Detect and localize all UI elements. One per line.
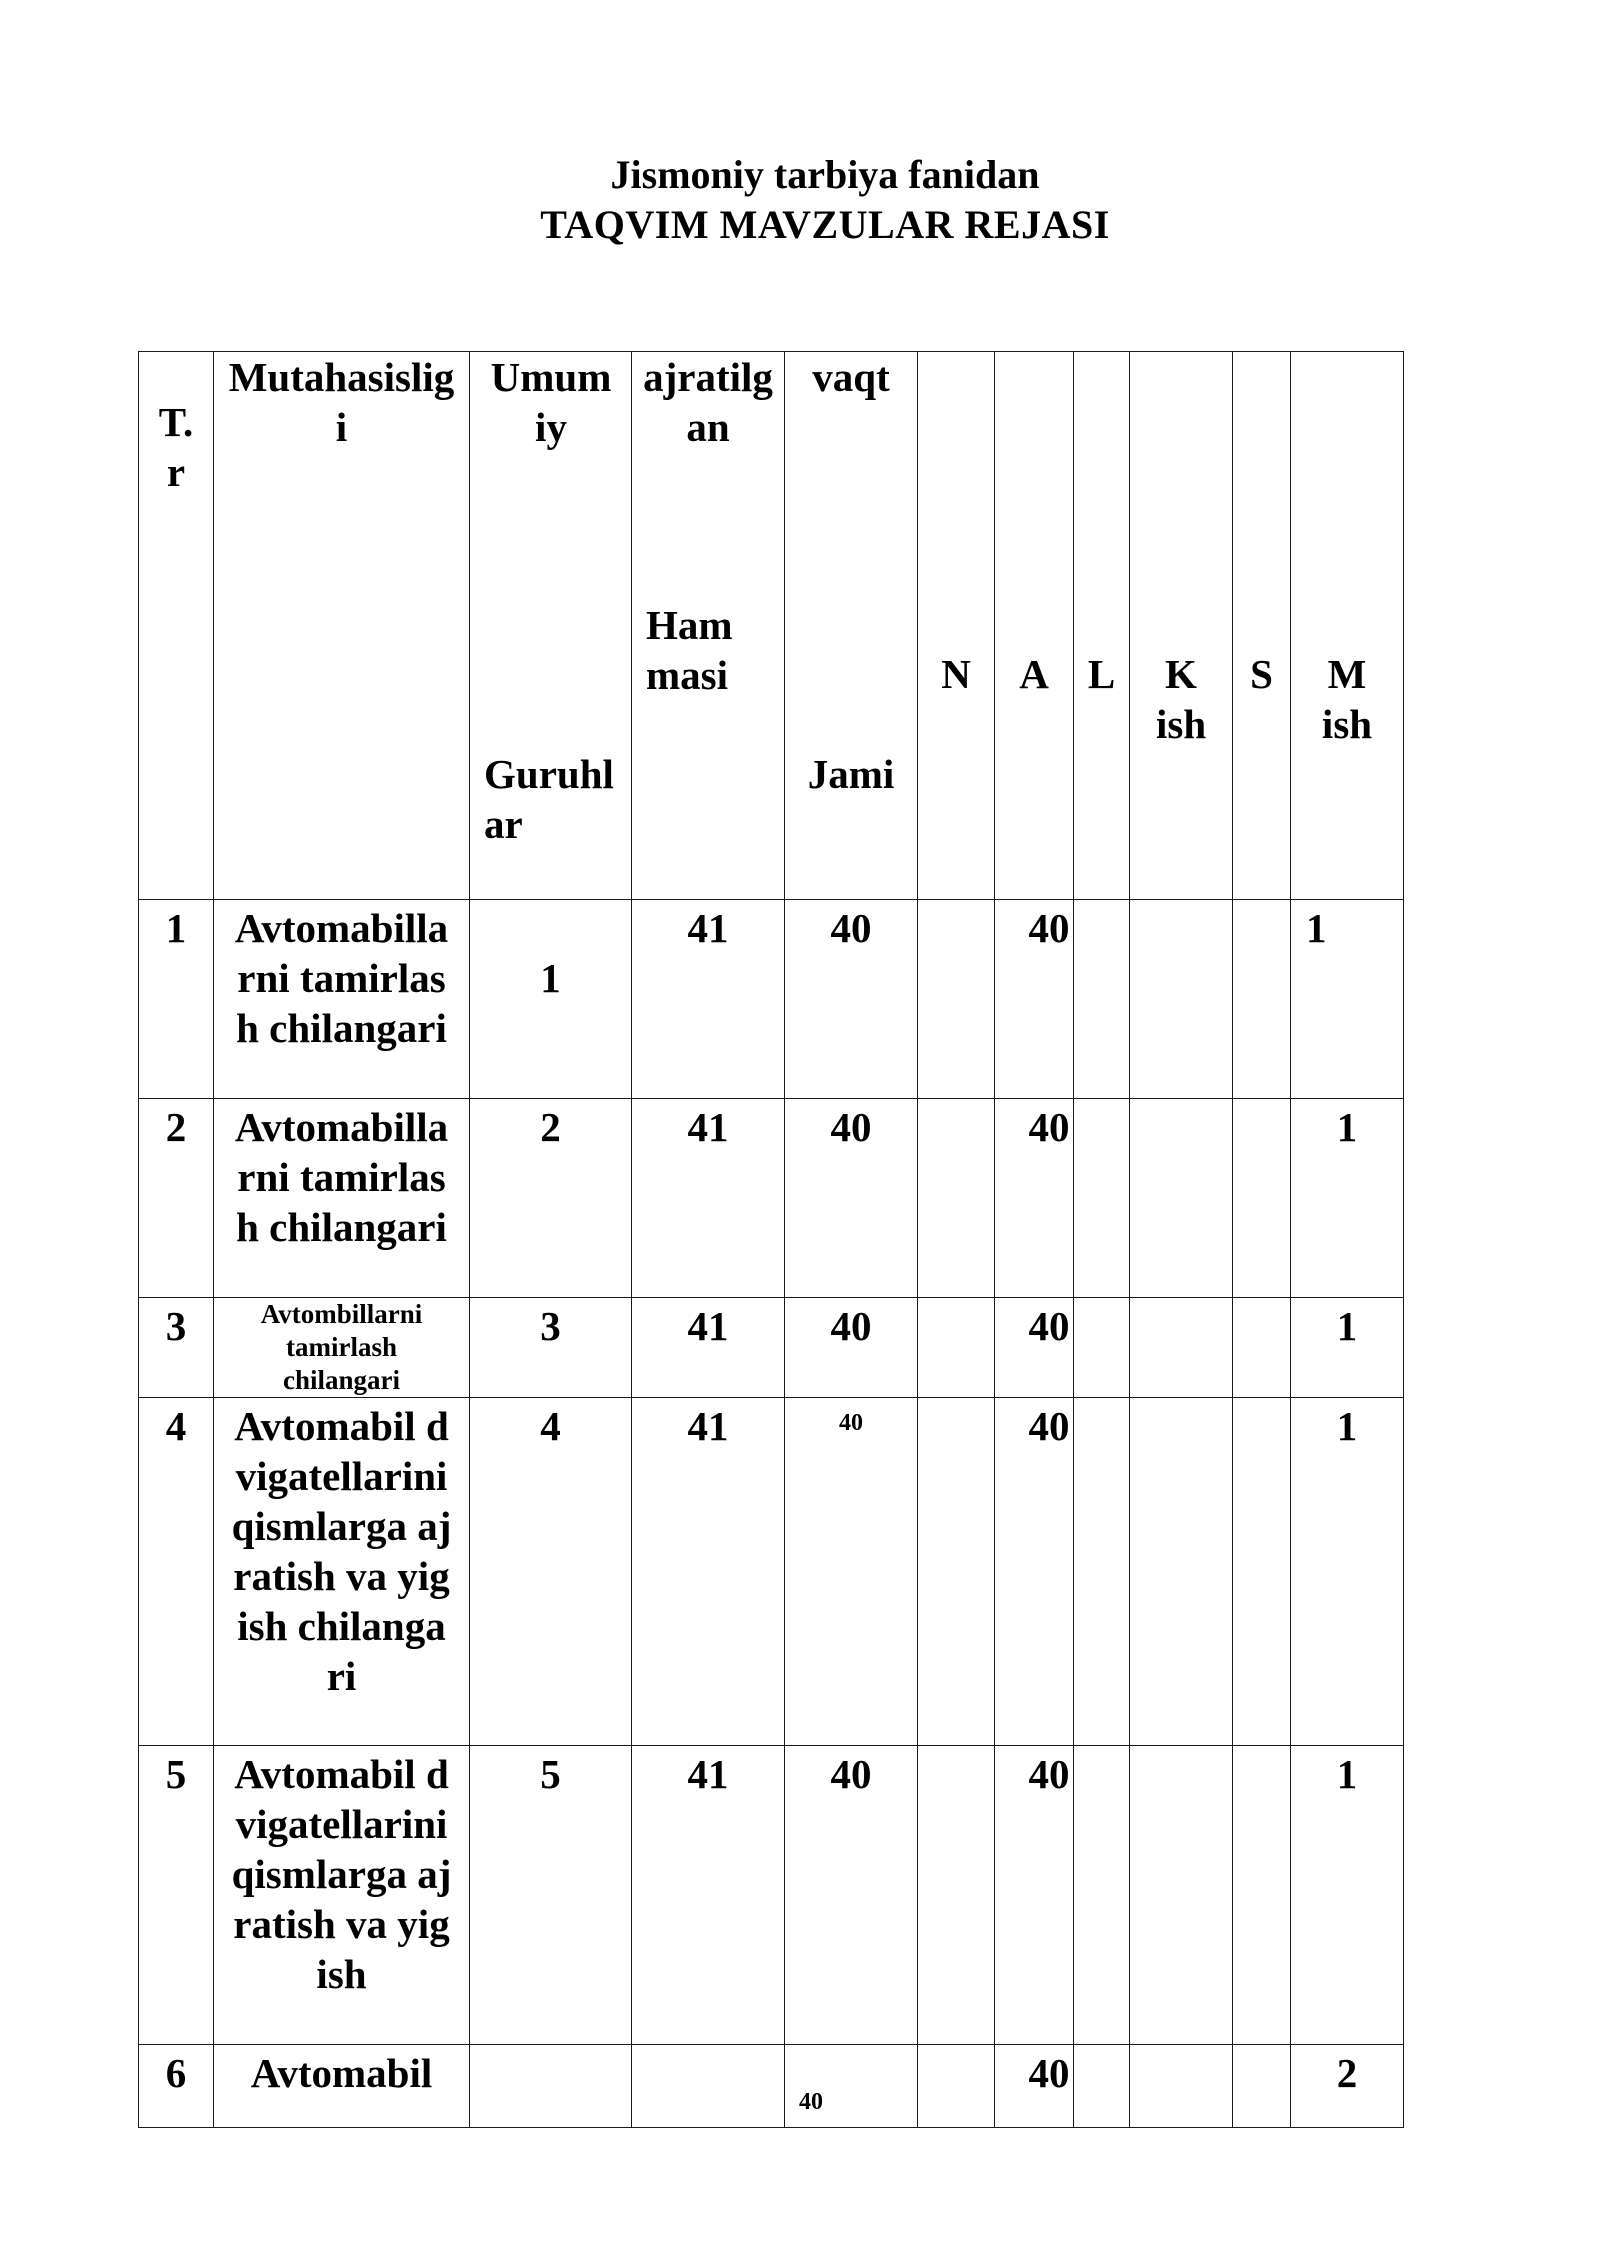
- cell-m: 1: [1291, 1398, 1404, 1746]
- header-ajratilgan-top: ajratilgan: [643, 354, 773, 450]
- cell-specialty: Avtomabil dvigatellarini qismlarga ajratish va yigish: [214, 1746, 470, 2045]
- header-m-ish: M ish: [1291, 352, 1404, 900]
- cell-k: [1130, 1398, 1233, 1746]
- cell-k: [1130, 2045, 1233, 2128]
- header-vaqt-top: vaqt: [812, 354, 890, 400]
- header-ajratilgan: [632, 352, 785, 900]
- cell-specialty: Avtombillarni tamirlash chilangari: [214, 1298, 470, 1398]
- cell-l: [1074, 1398, 1130, 1746]
- table-row: [139, 1298, 1404, 1398]
- cell-m: 1: [1291, 1746, 1404, 2045]
- cell-s: [1233, 2045, 1291, 2128]
- document-subtitle: Jismoniy tarbiya fanidan: [610, 152, 1040, 197]
- cell-num: 3: [139, 1298, 214, 1398]
- cell-k: [1130, 900, 1233, 1099]
- header-n: N: [918, 352, 995, 900]
- table-row: [139, 1398, 1404, 1746]
- table-row: [139, 1746, 1404, 2045]
- cell-guruh: 1: [470, 900, 632, 1099]
- calendar-plan-table: [138, 351, 1404, 2128]
- header-a: A: [995, 352, 1074, 900]
- cell-jami: 40: [785, 1099, 918, 1298]
- cell-a: 40: [995, 1298, 1074, 1398]
- document-title: TAQVIM MAVZULAR REJASI: [540, 202, 1110, 247]
- cell-specialty: Avtomabillarni tamirlash chilangari: [214, 1099, 470, 1298]
- cell-k: [1130, 1298, 1233, 1398]
- header-umumiy-top: Umumiy: [490, 354, 612, 450]
- cell-hammasi: 41: [632, 1746, 785, 2045]
- document-header: [0, 150, 1600, 250]
- cell-m: 1: [1291, 1099, 1404, 1298]
- cell-n: [918, 1298, 995, 1398]
- cell-num: 5: [139, 1746, 214, 2045]
- cell-guruh: 3: [470, 1298, 632, 1398]
- cell-hammasi: [632, 2045, 785, 2128]
- header-guruhlar: Guruhlar: [484, 751, 614, 847]
- cell-s: [1233, 1099, 1291, 1298]
- cell-guruh: 4: [470, 1398, 632, 1746]
- cell-n: [918, 1398, 995, 1746]
- cell-n: [918, 1746, 995, 2045]
- cell-specialty: Avtomabillarni tamirlash chilangari: [214, 900, 470, 1099]
- header-k-ish: K ish: [1130, 352, 1233, 900]
- table-row: [139, 2045, 1404, 2128]
- cell-a: 40: [995, 1398, 1074, 1746]
- cell-num: 6: [139, 2045, 214, 2128]
- cell-a: 40: [995, 1099, 1074, 1298]
- cell-k: [1130, 1746, 1233, 2045]
- cell-a: 40: [995, 1746, 1074, 2045]
- cell-n: [918, 2045, 995, 2128]
- header-vaqt: [785, 352, 918, 900]
- cell-a: 40: [995, 900, 1074, 1099]
- header-specialty: Mutahasisligi: [214, 352, 470, 900]
- cell-n: [918, 900, 995, 1099]
- cell-s: [1233, 900, 1291, 1099]
- cell-m: 1: [1291, 900, 1404, 1099]
- cell-hammasi: 41: [632, 900, 785, 1099]
- cell-num: 2: [139, 1099, 214, 1298]
- table-header-row: [139, 352, 1404, 900]
- header-l: L: [1074, 352, 1130, 900]
- cell-guruh: 5: [470, 1746, 632, 2045]
- header-umumiy: [470, 352, 632, 900]
- cell-n: [918, 1099, 995, 1298]
- cell-s: [1233, 1398, 1291, 1746]
- header-hammasi: Hammasi: [646, 602, 733, 698]
- cell-num: 1: [139, 900, 214, 1099]
- cell-guruh: [470, 2045, 632, 2128]
- cell-l: [1074, 1298, 1130, 1398]
- cell-hammasi: 41: [632, 1099, 785, 1298]
- cell-m: 2: [1291, 2045, 1404, 2128]
- table-row: [139, 900, 1404, 1099]
- table-row: [139, 1099, 1404, 1298]
- cell-jami: 40: [785, 2045, 918, 2128]
- cell-num: 4: [139, 1398, 214, 1746]
- cell-hammasi: 41: [632, 1398, 785, 1746]
- cell-hammasi: 41: [632, 1298, 785, 1398]
- cell-specialty: Avtomabil dvigatellarini qismlarga ajratish va yigish chilangari: [214, 1398, 470, 1746]
- cell-specialty: Avtomabil: [214, 2045, 470, 2128]
- header-jami: Jami: [807, 751, 895, 797]
- cell-jami: 40: [785, 1298, 918, 1398]
- cell-k: [1130, 1099, 1233, 1298]
- cell-l: [1074, 2045, 1130, 2128]
- cell-l: [1074, 900, 1130, 1099]
- header-s: S: [1233, 352, 1291, 900]
- cell-m: 1: [1291, 1298, 1404, 1398]
- cell-s: [1233, 1746, 1291, 2045]
- cell-l: [1074, 1746, 1130, 2045]
- cell-jami: 40: [785, 900, 918, 1099]
- header-tr: T.r: [139, 352, 214, 900]
- cell-l: [1074, 1099, 1130, 1298]
- cell-jami: 40: [785, 1746, 918, 2045]
- cell-s: [1233, 1298, 1291, 1398]
- cell-guruh: 2: [470, 1099, 632, 1298]
- cell-a: 40: [995, 2045, 1074, 2128]
- cell-jami: 40: [785, 1398, 918, 1746]
